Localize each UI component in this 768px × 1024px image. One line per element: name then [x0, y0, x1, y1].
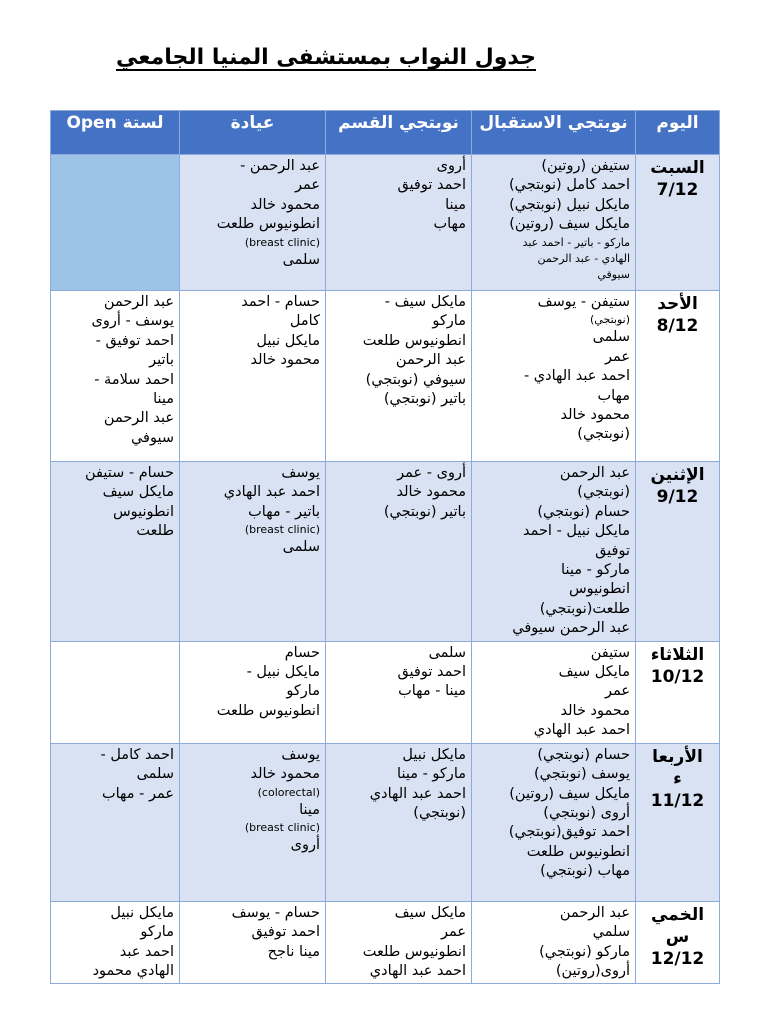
day-label: الإثنين [650, 465, 705, 485]
cell-reception [472, 462, 636, 642]
day-label: الثلاثاء [650, 644, 705, 665]
cell-reception [472, 743, 636, 901]
name-line: أروى [290, 836, 320, 853]
name-line: محمود خالد [250, 766, 320, 783]
name-line: حسام [284, 644, 320, 661]
cell-day [636, 743, 720, 901]
name-line: عمر [294, 177, 320, 194]
name-line: انطونيوس طلعت [216, 702, 320, 719]
cell-day [636, 901, 720, 984]
name-line: سيوفي (نوبتجي) [365, 371, 466, 388]
name-line: مهاب [597, 387, 630, 404]
name-line: حسام (نوبتجي) [537, 746, 630, 763]
name-line: سلمى [282, 539, 320, 556]
cell-ward [326, 291, 472, 462]
name-line: كامل [289, 313, 320, 330]
name-line: احمد عبد [119, 943, 174, 960]
day-label: 11/12 [650, 790, 705, 811]
name-line: محمود خالد [560, 702, 630, 719]
name-line: احمد توفيق(نوبتجي) [508, 824, 630, 841]
name-line: ستيفن - يوسف [537, 294, 630, 310]
name-line: أروى(روتين) [555, 962, 630, 979]
cell-open [51, 743, 180, 901]
name-line: ستيفن [590, 644, 630, 661]
header-reception: نوبتجي الاستقبال [472, 111, 636, 155]
name-line: احمد عبد الهادي [223, 484, 320, 501]
name-line: عبد الرحمن - [240, 158, 320, 174]
table-header-row [51, 111, 720, 155]
name-line: (نوبتجي) [590, 313, 630, 327]
name-line: أروى (نوبتجي) [543, 804, 630, 821]
cell-clinic [180, 291, 326, 462]
day-label: 12/12 [650, 948, 705, 969]
name-line: (نوبتجي) [577, 426, 630, 443]
name-line: عمر [440, 924, 466, 941]
cell-clinic [180, 462, 326, 642]
name-line: مايكل نبيل - [246, 664, 320, 681]
name-line: يوسف [281, 465, 320, 481]
name-line: انطونيوس طلعت [526, 843, 630, 860]
name-line: مايكل نبيل (نوبتجي) [509, 196, 630, 213]
cell-day [636, 641, 720, 743]
name-line: حسام - احمد [241, 294, 320, 310]
name-line: ماركو (نوبتجي) [539, 943, 630, 960]
name-line: مهاب (نوبتجي) [540, 863, 630, 880]
day-label: الخمي [650, 904, 705, 925]
name-line: عبد الرحمن [559, 904, 630, 921]
name-line: احمد توفيق - [95, 332, 174, 349]
day-label: 8/12 [656, 316, 699, 336]
cell-clinic [180, 155, 326, 291]
name-line: عبد الرحمن [395, 352, 466, 369]
name-line: مايكل نبيل [110, 904, 174, 921]
name-line: سلمى [136, 766, 174, 783]
table-row [51, 743, 720, 901]
cell-ward [326, 743, 472, 901]
name-line: ماركو [286, 683, 320, 700]
day-label: 10/12 [650, 666, 705, 687]
day-label: 7/12 [656, 180, 699, 200]
cell-reception [472, 641, 636, 743]
name-line: باتير (نوبتجي) [383, 391, 466, 408]
cell-open [51, 641, 180, 743]
name-line: الهادي - عبد الرحمن [537, 251, 630, 265]
name-line: باتير [149, 352, 174, 369]
day-label: ء [673, 768, 682, 789]
table-row [51, 901, 720, 984]
name-line: انطونيوس [568, 581, 630, 598]
header-day: اليوم [636, 111, 720, 155]
header-clinic: عيادة [180, 111, 326, 155]
duty-schedule-table [50, 110, 720, 984]
name-line: الهادي محمود [92, 962, 174, 979]
name-line: مهاب [433, 216, 466, 233]
name-line: احمد كامل (نوبتجي) [509, 177, 630, 194]
name-line: مايكل سيف (روتين) [509, 785, 630, 802]
cell-clinic [180, 641, 326, 743]
cell-reception [472, 291, 636, 462]
name-line: باتير - مهاب [248, 503, 320, 520]
name-line: ماركو - مينا [397, 766, 466, 783]
name-line: احمد كامل - [100, 746, 174, 763]
day-label: الأربعا [652, 746, 703, 767]
name-line: طلعت(نوبتجي) [539, 600, 630, 617]
name-line: عبد الرحمن [559, 465, 630, 481]
name-line: (breast clinic) [244, 820, 320, 834]
name-line: مينا [299, 801, 320, 818]
name-line: انطونيوس طلعت [216, 216, 320, 233]
name-line: عمر [604, 348, 630, 365]
cell-open [51, 155, 180, 291]
name-line: سيوفي [597, 267, 630, 281]
name-line: مينا [445, 196, 466, 213]
name-line: ماركو - باتير - احمد عبد [522, 235, 630, 249]
cell-day [636, 291, 720, 462]
name-line: احمد عبد الهادي [369, 785, 466, 802]
cell-open [51, 901, 180, 984]
name-line: مايكل سيف [558, 664, 630, 681]
name-line: احمد توفيق [397, 177, 466, 194]
name-line: أروى [436, 158, 466, 174]
table-row [51, 291, 720, 462]
name-line: حسام - ستيفن [84, 465, 174, 481]
name-line: مينا [153, 391, 174, 408]
cell-open [51, 462, 180, 642]
name-line: احمد توفيق [397, 664, 466, 681]
day-label: الأحد [657, 294, 698, 314]
name-line: محمود خالد [250, 352, 320, 369]
cell-ward [326, 641, 472, 743]
name-line: يوسف - أروى [91, 313, 174, 330]
cell-reception [472, 155, 636, 291]
cell-open [51, 291, 180, 462]
name-line: مينا ناجح [267, 943, 320, 960]
name-line: مايكل سيف [102, 484, 174, 501]
name-line: سلمى [592, 329, 630, 346]
day-label: السبت [650, 158, 705, 178]
name-line: (breast clinic) [244, 235, 320, 249]
cell-ward [326, 901, 472, 984]
name-line: احمد عبد الهادي [533, 722, 630, 739]
name-line: (colorectal) [257, 785, 320, 799]
table-row [51, 641, 720, 743]
name-line: سيوفي [130, 429, 174, 446]
name-line: احمد توفيق [251, 924, 320, 941]
header-open-list: لستة Open [51, 111, 180, 155]
name-line: مايكل سيف [394, 904, 466, 921]
name-line: يوسف [281, 746, 320, 763]
name-line: (نوبتجي) [413, 804, 466, 821]
name-line: عمر [604, 683, 630, 700]
name-line: عبد الرحمن [103, 294, 174, 310]
cell-day [636, 462, 720, 642]
page-title: جدول النواب بمستشفى المنيا الجامعي [115, 45, 536, 70]
name-line: مينا - مهاب [398, 683, 466, 700]
cell-clinic [180, 901, 326, 984]
name-line: مايكل نبيل - احمد [522, 523, 630, 540]
name-line: توفيق [595, 542, 630, 559]
name-line: انطونيوس طلعت [362, 332, 466, 349]
name-line: ستيفن (روتين) [541, 158, 630, 174]
name-line: مايكل نبيل [256, 332, 320, 349]
name-line: محمود خالد [560, 407, 630, 424]
cell-ward [326, 155, 472, 291]
name-line: احمد سلامة - [94, 371, 174, 388]
name-line: عبد الرحمن [103, 410, 174, 427]
table-row [51, 155, 720, 291]
name-line: حسام (نوبتجي) [537, 503, 630, 520]
name-line: ماركو [140, 924, 174, 941]
name-line: انطونيوس [112, 503, 174, 520]
name-line: سلمي [592, 924, 630, 941]
header-ward: نوبتجي القسم [326, 111, 472, 155]
name-line: باتير (نوبتجي) [383, 503, 466, 520]
day-label: 9/12 [656, 487, 699, 507]
name-line: يوسف (نوبتجي) [534, 766, 630, 783]
name-line: سلمى [428, 644, 466, 661]
cell-ward [326, 462, 472, 642]
name-line: ماركو - مينا [561, 562, 630, 579]
cell-reception [472, 901, 636, 984]
name-line: ماركو [432, 313, 466, 330]
name-line: مايكل نبيل [402, 746, 466, 763]
name-line: (نوبتجي) [577, 484, 630, 501]
name-line: محمود خالد [250, 196, 320, 213]
cell-clinic [180, 743, 326, 901]
name-line: سلمى [282, 251, 320, 268]
name-line: عمر - مهاب [101, 785, 174, 802]
name-line: مايكل سيف (روتين) [509, 216, 630, 233]
name-line: احمد عبد الهادي [369, 962, 466, 979]
name-line: احمد عبد الهادي - [523, 368, 630, 385]
name-line: مايكل سيف - [384, 294, 466, 310]
name-line: عبد الرحمن سيوفي [512, 620, 630, 637]
name-line: أروى - عمر [397, 465, 466, 481]
name-line: حسام - يوسف [231, 904, 320, 921]
name-line: طلعت [136, 523, 174, 540]
day-label: س [665, 926, 690, 947]
name-line: (breast clinic) [244, 523, 320, 537]
name-line: انطونيوس طلعت [362, 943, 466, 960]
name-line: محمود خالد [396, 484, 466, 501]
cell-day [636, 155, 720, 291]
table-row [51, 462, 720, 642]
